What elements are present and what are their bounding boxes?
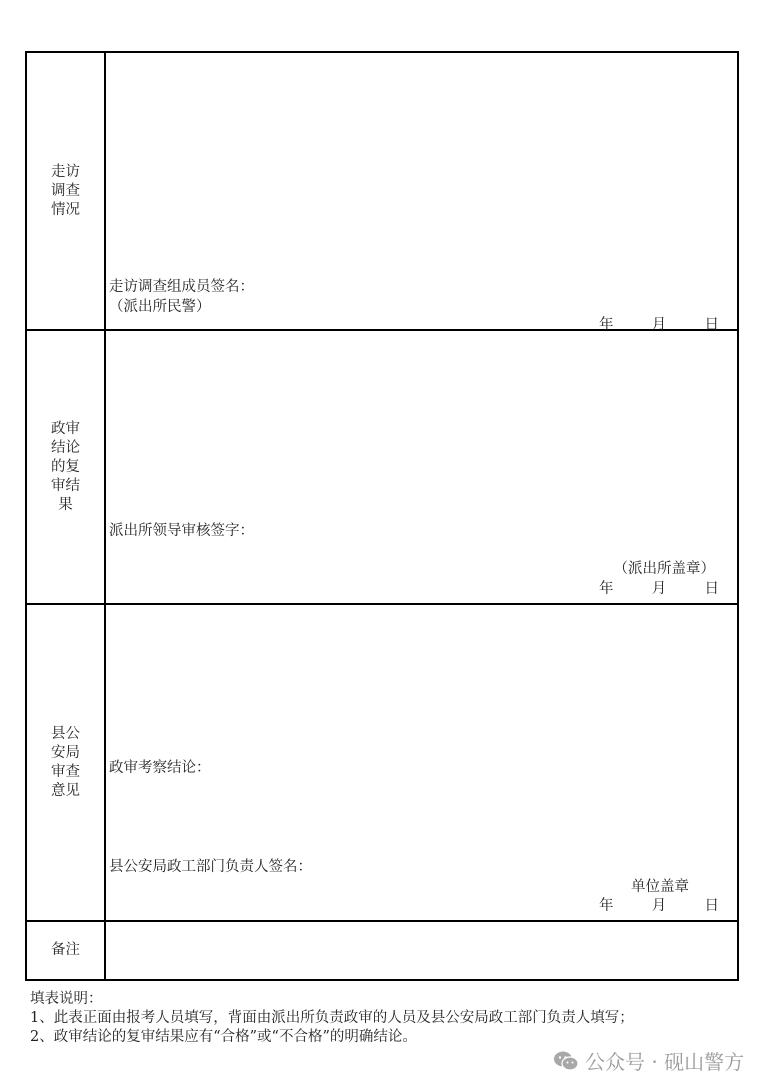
signature-label: 县公安局政工部门负责人签名： xyxy=(109,859,312,875)
form-instructions xyxy=(30,990,634,1047)
political-review-form-table xyxy=(25,51,739,981)
review-result-content[interactable] xyxy=(106,331,737,603)
year-label: 年 xyxy=(599,898,614,914)
row-remarks xyxy=(27,922,737,979)
watermark-text: 公众号 · 砚山警方 xyxy=(585,1050,745,1074)
month-label: 月 xyxy=(651,581,667,597)
date-line xyxy=(599,894,719,915)
year-label: 年 xyxy=(599,581,614,597)
signature-label: 派出所领导审核签字： xyxy=(109,523,254,539)
county-bureau-opinion-content[interactable] xyxy=(106,605,737,920)
row-label: 县公安局审查意见 xyxy=(51,725,80,799)
day-label: 日 xyxy=(704,581,719,597)
signature-label: 走访调查组成员签名： xyxy=(109,279,254,295)
label-cell xyxy=(27,605,106,920)
row-label: 走访调查情况 xyxy=(51,163,80,218)
instructions-title: 填表说明： xyxy=(30,991,103,1007)
month-label: 月 xyxy=(651,898,667,914)
remarks-content[interactable] xyxy=(106,922,737,979)
row-review-result xyxy=(27,331,737,605)
month-label: 月 xyxy=(651,317,667,333)
seal-note: 单位盖章 xyxy=(631,879,689,895)
label-cell xyxy=(27,331,106,603)
label-cell xyxy=(27,53,106,329)
wechat-icon xyxy=(553,1051,579,1071)
conclusion-label: 政审考察结论： xyxy=(109,760,211,776)
watermark xyxy=(553,1046,744,1075)
day-label: 日 xyxy=(704,898,719,914)
row-county-bureau-opinion xyxy=(27,605,737,922)
instruction-item: 2、政审结论的复审结果应有“合格”或“不合格”的明确结论。 xyxy=(30,1029,417,1045)
visit-investigation-content[interactable] xyxy=(106,53,737,333)
label-cell xyxy=(27,922,106,979)
row-label: 政审结论的复审结果 xyxy=(51,420,80,513)
row-visit-investigation xyxy=(27,53,737,331)
row-label: 备注 xyxy=(51,942,80,958)
instruction-item: 1、此表正面由报考人员填写，背面由派出所负责政审的人员及县公安局政工部门负责人填写； xyxy=(30,1010,634,1026)
signature-note: （派出所民警） xyxy=(109,299,211,315)
day-label: 日 xyxy=(704,317,719,333)
date-line xyxy=(599,577,719,598)
seal-note: （派出所盖章） xyxy=(613,561,715,577)
year-label: 年 xyxy=(599,317,614,333)
